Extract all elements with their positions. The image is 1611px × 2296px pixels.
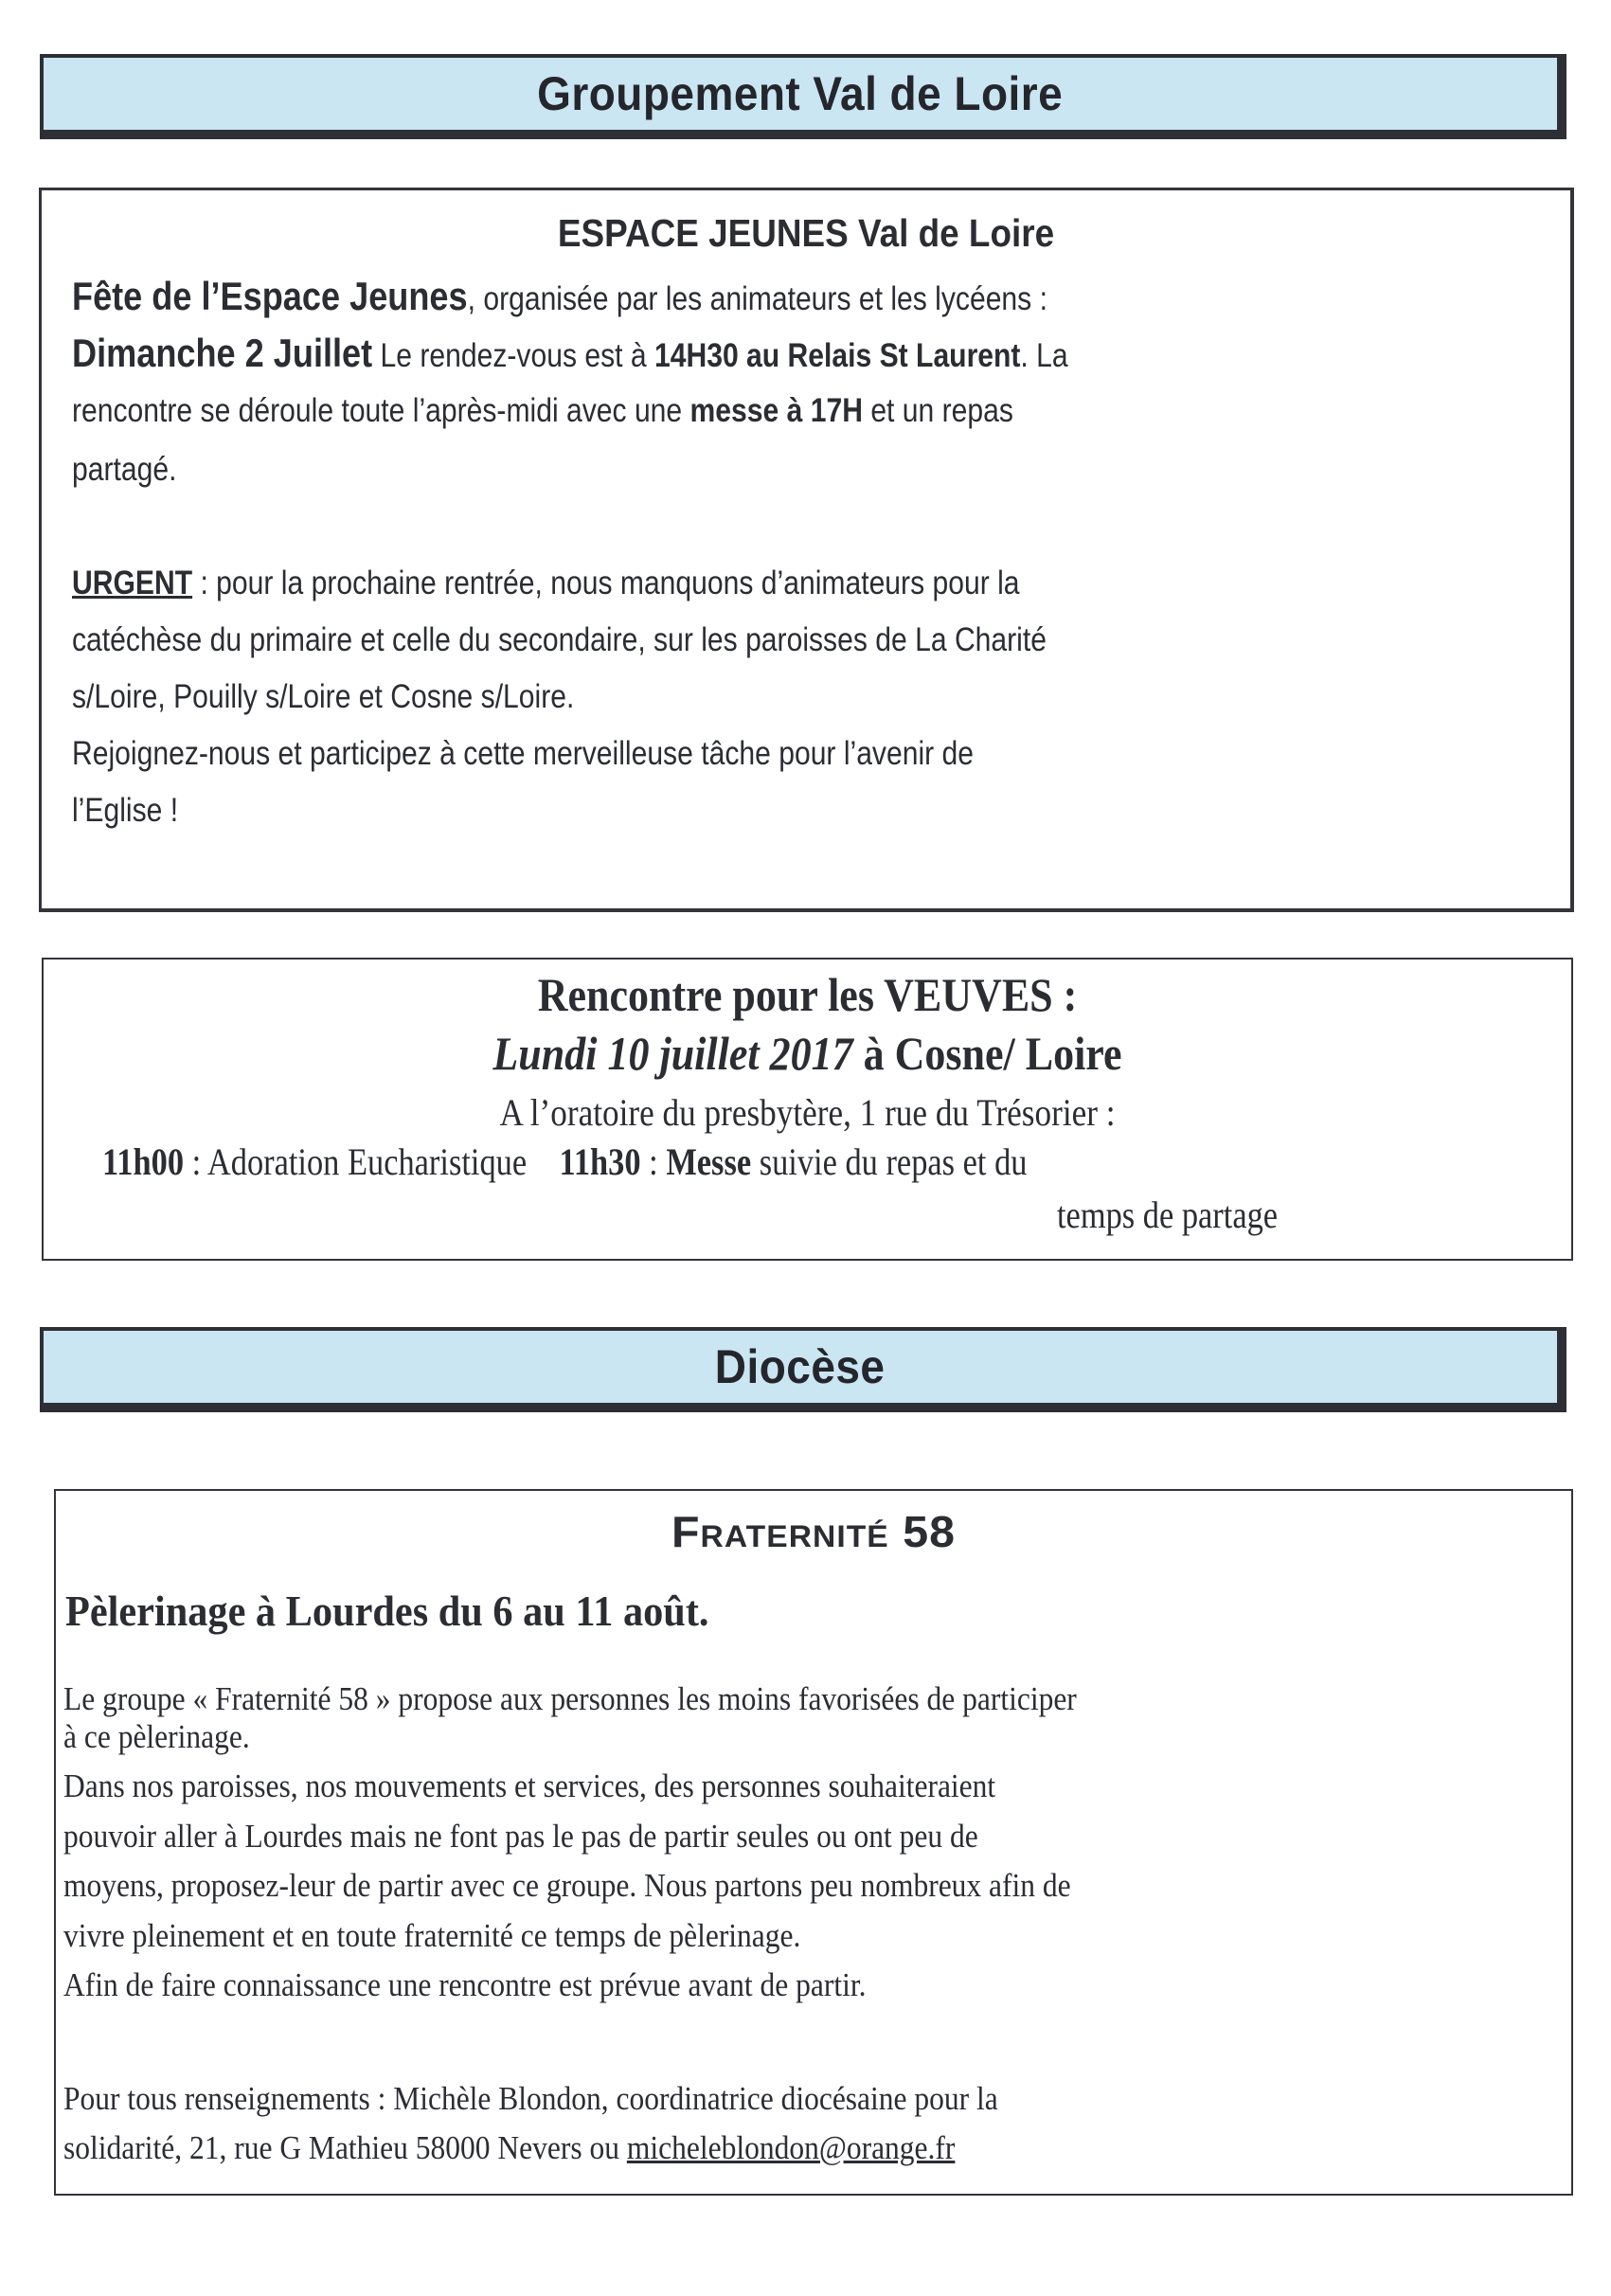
- section-banner-val-de-loire: [40, 54, 1566, 139]
- urgent-line-5: l’Eglise !: [72, 792, 179, 829]
- contact-line-2: [63, 2129, 955, 2167]
- contact-email-link[interactable]: micheleblondon@orange.fr: [626, 2129, 956, 2166]
- body-line: Afin de faire connaissance une rencontre est prévue avant de partir.: [63, 1966, 867, 2003]
- urgent-line-4: Rejoignez-nous et participez à cette merveilleuse tâche pour l’avenir de: [72, 735, 975, 772]
- program-text: rencontre se déroule toute l’après-midi avec une: [72, 392, 690, 429]
- body-line: moyens, proposez-leur de partir avec ce groupe. Nous partons peu nombreux afin de: [63, 1867, 1071, 1904]
- veuves-schedule: [102, 1139, 1027, 1184]
- section-title: Diocèse: [715, 1340, 886, 1393]
- body-line: vivre pleinement et en toute fraternité ce temps de pèlerinage.: [63, 1917, 801, 1954]
- section-banner-diocese: [40, 1327, 1566, 1412]
- veuves-date-day: Lundi 10 juillet 2017: [492, 1027, 853, 1080]
- date-line: [72, 331, 1068, 376]
- event-2-label: Messe: [666, 1140, 752, 1183]
- espace-jeunes-title: ESPACE JEUNES Val de Loire: [557, 211, 1055, 255]
- fete-line: [72, 274, 1047, 319]
- program-line-2: partagé.: [72, 451, 177, 488]
- pilgrimage-subtitle: Pèlerinage à Lourdes du 6 au 11 août.: [65, 1587, 709, 1635]
- urgent-line-3: s/Loire, Pouilly s/Loire et Cosne s/Loire.: [72, 678, 575, 715]
- rdv-text-end: . La: [1020, 337, 1068, 374]
- fraternite-box: [54, 1489, 1573, 2196]
- event-date: Dimanche 2 Juillet: [72, 331, 373, 375]
- program-line: [72, 392, 1013, 430]
- veuves-place: A l’oratoire du presbytère, 1 rue du Trésorier :: [499, 1091, 1116, 1134]
- rdv-time-place: 14H30 au Relais St Laurent: [653, 337, 1021, 374]
- urgent-line: [72, 565, 1020, 602]
- body-line: Le groupe « Fraternité 58 » propose aux personnes les moins favorisées de participer: [63, 1680, 1077, 1717]
- program-text-end: et un repas: [862, 392, 1013, 429]
- mass-time: messe à 17H: [689, 392, 863, 429]
- urgent-line-2: catéchèse du primaire et celle du secondaire, sur les paroisses de La Charité: [72, 621, 1047, 658]
- veuves-title: Rencontre pour les VEUVES :: [537, 968, 1078, 1021]
- urgent-label: URGENT: [72, 565, 193, 601]
- body-line: pouvoir aller à Lourdes mais ne font pas le pas de partir seules ou ont peu de: [63, 1818, 978, 1855]
- veuves-date: [135, 1026, 1479, 1081]
- fete-label: Fête de l’Espace Jeunes: [72, 274, 468, 318]
- veuves-box: [42, 958, 1573, 1261]
- veuves-schedule-line-2: temps de partage: [1057, 1193, 1279, 1236]
- urgent-text: : pour la prochaine rentrée, nous manquons d’animateurs pour la: [192, 565, 1020, 601]
- veuves-date-place: à Cosne/ Loire: [852, 1027, 1122, 1080]
- contact-address: solidarité, 21, rue G Mathieu 58000 Nevers ou: [63, 2129, 627, 2166]
- time-2: 11h30: [559, 1140, 641, 1183]
- event-2-text: suivie du repas et du: [751, 1140, 1028, 1183]
- event-2-separator: :: [640, 1140, 667, 1183]
- contact-line: Pour tous renseignements : Michèle Blondon, coordinatrice diocésaine pour la: [63, 2080, 998, 2117]
- body-line: Dans nos paroisses, nos mouvements et services, des personnes souhaiteraient: [63, 1767, 996, 1804]
- body-line: à ce pèlerinage.: [63, 1718, 250, 1755]
- section-title: Groupement Val de Loire: [537, 67, 1064, 120]
- fete-description: , organisée par les animateurs et les lycéens :: [467, 280, 1047, 317]
- espace-jeunes-box: [39, 188, 1574, 912]
- fraternite-title: Fraternité 58: [671, 1507, 957, 1556]
- event-1: : Adoration Eucharistique: [184, 1140, 528, 1183]
- rdv-text: Le rendez-vous est à: [372, 337, 654, 374]
- time-1: 11h00: [102, 1140, 185, 1183]
